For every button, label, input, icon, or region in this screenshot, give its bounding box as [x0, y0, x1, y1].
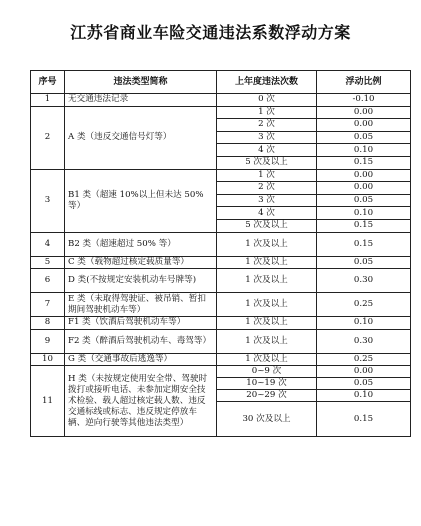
table-row — [31, 353, 411, 366]
table-row — [31, 366, 411, 378]
header-ratio: 浮动比例 — [317, 71, 411, 94]
table-row — [31, 94, 411, 107]
cell-no: 1 — [31, 94, 65, 107]
cell-no: 9 — [31, 329, 65, 353]
cell-no: 11 — [31, 366, 65, 437]
cell-ratio: 0.25 — [317, 293, 411, 317]
cell-count: 2 次 — [217, 119, 317, 132]
cell-count: 5 次及以上 — [217, 156, 317, 169]
cell-count: 1 次及以上 — [217, 232, 317, 256]
cell-count: 10~19 次 — [217, 378, 317, 390]
violation-coefficient-table — [30, 70, 411, 437]
cell-no: 8 — [31, 317, 65, 330]
cell-ratio: 0.00 — [317, 119, 411, 132]
cell-violation-type: B2 类（超速超过 50% 等） — [65, 232, 217, 256]
cell-ratio: 0.15 — [317, 219, 411, 232]
cell-violation-type: C 类（载物超过核定载质量等） — [65, 256, 217, 269]
cell-no: 7 — [31, 293, 65, 317]
cell-no: 10 — [31, 353, 65, 366]
page-title: 江苏省商业车险交通违法系数浮动方案 — [70, 23, 351, 42]
table-row — [31, 256, 411, 269]
header-count: 上年度违法次数 — [217, 71, 317, 94]
cell-violation-type: G 类（交通事故后逃逸等） — [65, 353, 217, 366]
table-row — [31, 269, 411, 293]
cell-no: 3 — [31, 169, 65, 232]
cell-ratio: 0.10 — [317, 390, 411, 402]
cell-ratio: 0.15 — [317, 156, 411, 169]
cell-violation-type: B1 类（超速 10%以上但未达 50% 等） — [65, 169, 217, 232]
cell-count: 20~29 次 — [217, 390, 317, 402]
header-no: 序号 — [31, 71, 65, 94]
cell-count: 1 次及以上 — [217, 256, 317, 269]
cell-violation-type: F2 类（醉酒后驾驶机动车、毒驾等） — [65, 329, 217, 353]
cell-count: 30 次及以上 — [217, 402, 317, 437]
table-row — [31, 317, 411, 330]
cell-count: 1 次及以上 — [217, 329, 317, 353]
cell-ratio: 0.10 — [317, 207, 411, 220]
table-row — [31, 106, 411, 119]
cell-count: 4 次 — [217, 207, 317, 220]
cell-count: 4 次 — [217, 144, 317, 157]
table-row — [31, 169, 411, 182]
cell-ratio: 0.10 — [317, 144, 411, 157]
cell-count: 2 次 — [217, 182, 317, 195]
table-row — [31, 293, 411, 317]
cell-ratio: 0.00 — [317, 169, 411, 182]
cell-ratio: 0.30 — [317, 269, 411, 293]
cell-no: 5 — [31, 256, 65, 269]
table-row — [31, 329, 411, 353]
cell-no: 2 — [31, 106, 65, 169]
cell-no: 4 — [31, 232, 65, 256]
cell-violation-type: E 类（未取得驾驶证、被吊销、暂扣期间驾驶机动车等） — [65, 293, 217, 317]
cell-ratio: 0.00 — [317, 182, 411, 195]
cell-count: 1 次 — [217, 169, 317, 182]
cell-count: 0~9 次 — [217, 366, 317, 378]
cell-ratio: 0.00 — [317, 366, 411, 378]
cell-ratio: 0.00 — [317, 106, 411, 119]
cell-violation-type: H 类（未按规定使用安全带、驾驶时拨打或接听电话、未参加定期安全技术检验、载人超过核定载人数、违反交通标线或标志、违反规定停放车辆、逆向行驶等其他违法类型） — [65, 366, 217, 437]
cell-count: 1 次及以上 — [217, 353, 317, 366]
cell-count: 1 次 — [217, 106, 317, 119]
cell-count: 1 次及以上 — [217, 269, 317, 293]
cell-ratio: 0.30 — [317, 329, 411, 353]
cell-count: 3 次 — [217, 131, 317, 144]
cell-violation-type: A 类（违反交通信号灯等） — [65, 106, 217, 169]
cell-violation-type: 无交通违法记录 — [65, 94, 217, 107]
cell-ratio: 0.05 — [317, 256, 411, 269]
table-body — [31, 94, 411, 437]
cell-violation-type: F1 类（饮酒后驾驶机动车等） — [65, 317, 217, 330]
cell-ratio: 0.15 — [317, 232, 411, 256]
cell-count: 5 次及以上 — [217, 219, 317, 232]
table-header-row — [31, 71, 411, 94]
cell-ratio: 0.05 — [317, 194, 411, 207]
cell-violation-type: D 类(不按规定安装机动车号牌等) — [65, 269, 217, 293]
header-type: 违法类型简称 — [65, 71, 217, 94]
cell-count: 3 次 — [217, 194, 317, 207]
cell-count: 0 次 — [217, 94, 317, 107]
cell-no: 6 — [31, 269, 65, 293]
cell-count: 1 次及以上 — [217, 317, 317, 330]
cell-ratio: 0.25 — [317, 353, 411, 366]
cell-ratio: 0.05 — [317, 378, 411, 390]
cell-ratio: 0.05 — [317, 131, 411, 144]
cell-count: 1 次及以上 — [217, 293, 317, 317]
table-row — [31, 232, 411, 256]
cell-ratio: -0.10 — [317, 94, 411, 107]
cell-ratio: 0.15 — [317, 402, 411, 437]
cell-ratio: 0.10 — [317, 317, 411, 330]
